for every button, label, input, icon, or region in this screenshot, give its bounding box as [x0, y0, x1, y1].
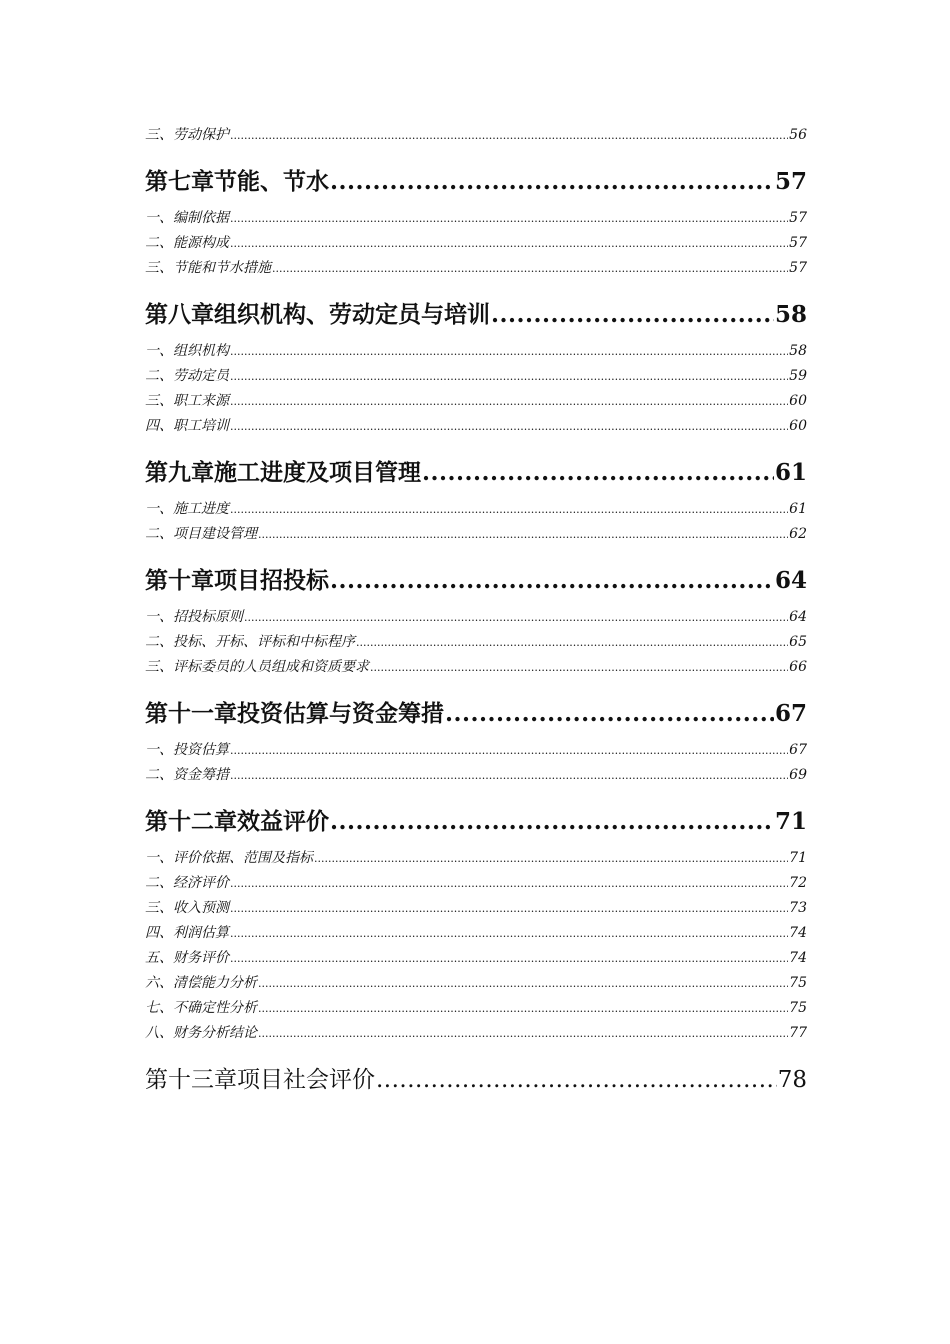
toc-entry[interactable] — [145, 655, 807, 680]
dot-leader — [230, 206, 788, 231]
toc-chapter-title: 第八章组织机构、劳动定员与培训 — [145, 301, 490, 328]
toc-page-number: 60 — [789, 418, 807, 434]
toc-page-number: 66 — [789, 659, 807, 675]
toc-entry[interactable] — [145, 1021, 807, 1046]
toc-chapter-title: 第十章项目招投标 — [145, 567, 329, 594]
toc-chapter[interactable] — [145, 561, 807, 601]
toc-entry[interactable] — [145, 497, 807, 522]
toc-chapter[interactable] — [145, 694, 807, 734]
dot-leader — [330, 802, 774, 842]
toc-entry-title: 四、职工培训 — [145, 418, 229, 434]
toc-entry[interactable] — [145, 996, 807, 1021]
toc-page-number: 57 — [789, 235, 807, 251]
dot-leader — [230, 231, 788, 256]
dot-leader — [230, 946, 788, 971]
toc-page-number: 60 — [789, 393, 807, 409]
dot-leader — [230, 339, 788, 364]
toc-page-number: 71 — [774, 808, 807, 835]
toc-entry-title: 三、职工来源 — [145, 393, 229, 409]
toc-page-number: 71 — [789, 850, 807, 866]
toc-entry-title: 三、收入预测 — [145, 900, 229, 916]
toc-entry[interactable] — [145, 605, 807, 630]
dot-leader — [445, 694, 774, 734]
toc-page-number: 73 — [789, 900, 807, 916]
toc-entry-title: 三、劳动保护 — [145, 127, 229, 143]
dot-leader — [230, 364, 788, 389]
toc-page-number: 74 — [789, 950, 807, 966]
dot-leader — [230, 497, 788, 522]
dot-leader — [356, 630, 788, 655]
toc-chapter[interactable] — [145, 295, 807, 335]
toc-chapter-title: 第十一章投资估算与资金筹措 — [145, 700, 444, 727]
toc-page-number: 58 — [789, 343, 807, 359]
toc-entry[interactable] — [145, 206, 807, 231]
toc-page-number: 75 — [789, 1000, 807, 1016]
toc-page-number: 75 — [789, 975, 807, 991]
toc-entry-title: 一、组织机构 — [145, 343, 229, 359]
toc-entry-title: 四、利润估算 — [145, 925, 229, 941]
dot-leader — [330, 561, 774, 601]
toc-chapter-title: 第七章节能、节水 — [145, 168, 329, 195]
toc-entry[interactable] — [145, 123, 807, 148]
toc-entry[interactable] — [145, 256, 807, 281]
toc-page-number: 56 — [789, 127, 807, 143]
toc-entry-title: 六、清偿能力分析 — [145, 975, 257, 991]
toc-entry-title: 二、劳动定员 — [145, 368, 229, 384]
toc-chapter[interactable] — [145, 162, 807, 202]
dot-leader — [272, 256, 788, 281]
dot-leader — [230, 389, 788, 414]
dot-leader — [244, 605, 788, 630]
toc-entry-title: 二、经济评价 — [145, 875, 229, 891]
toc-page-number: 77 — [789, 1025, 807, 1041]
dot-leader — [370, 655, 788, 680]
toc-page-number: 57 — [789, 210, 807, 226]
toc-chapter[interactable] — [145, 802, 807, 842]
toc-entry[interactable] — [145, 921, 807, 946]
toc-page-number: 74 — [789, 925, 807, 941]
toc-entry[interactable] — [145, 522, 807, 547]
toc-entry[interactable] — [145, 414, 807, 439]
toc-entry[interactable] — [145, 738, 807, 763]
toc-chapter[interactable] — [145, 1060, 807, 1100]
toc-page-number: 62 — [789, 526, 807, 542]
toc-entry-title: 八、财务分析结论 — [145, 1025, 257, 1041]
dot-leader — [230, 871, 788, 896]
dot-leader — [491, 295, 774, 335]
toc-entry-title: 五、财务评价 — [145, 950, 229, 966]
toc-page-number: 59 — [789, 368, 807, 384]
toc-entry[interactable] — [145, 630, 807, 655]
dot-leader — [258, 971, 788, 996]
dot-leader — [230, 414, 788, 439]
toc-page-number: 57 — [774, 168, 807, 195]
toc-page-number: 57 — [789, 260, 807, 276]
dot-leader — [314, 846, 788, 871]
dot-leader — [230, 763, 788, 788]
toc-entry[interactable] — [145, 896, 807, 921]
toc-page-number: 65 — [789, 634, 807, 650]
toc-entry[interactable] — [145, 946, 807, 971]
toc-entry-title: 三、评标委员的人员组成和资质要求 — [145, 659, 369, 675]
dot-leader — [258, 522, 788, 547]
toc-page-number: 72 — [789, 875, 807, 891]
toc-entry-title: 一、施工进度 — [145, 501, 229, 517]
dot-leader — [376, 1060, 777, 1100]
toc-chapter-title: 第十三章项目社会评价 — [145, 1067, 375, 1093]
dot-leader — [230, 123, 788, 148]
toc-page-number: 61 — [774, 459, 807, 486]
toc-page-number: 67 — [789, 742, 807, 758]
toc-entry[interactable] — [145, 871, 807, 896]
toc-entry-title: 二、项目建设管理 — [145, 526, 257, 542]
toc-page-number: 64 — [789, 609, 807, 625]
toc-chapter-title: 第十二章效益评价 — [145, 808, 329, 835]
toc-entry[interactable] — [145, 846, 807, 871]
toc-entry-title: 二、资金筹措 — [145, 767, 229, 783]
toc-page-number: 64 — [774, 567, 807, 594]
toc-page-number: 58 — [774, 301, 807, 328]
table-of-contents — [145, 123, 807, 1104]
toc-entry-title: 二、能源构成 — [145, 235, 229, 251]
toc-page-number: 69 — [789, 767, 807, 783]
toc-entry[interactable] — [145, 364, 807, 389]
toc-entry[interactable] — [145, 763, 807, 788]
toc-page-number: 78 — [777, 1067, 807, 1093]
toc-entry[interactable] — [145, 339, 807, 364]
dot-leader — [230, 921, 788, 946]
toc-entry[interactable] — [145, 971, 807, 996]
toc-entry-title: 七、不确定性分析 — [145, 1000, 257, 1016]
toc-page-number: 61 — [789, 501, 807, 517]
toc-entry-title: 一、招投标原则 — [145, 609, 243, 625]
toc-entry-title: 三、节能和节水措施 — [145, 260, 271, 276]
toc-chapter-title: 第九章施工进度及项目管理 — [145, 459, 421, 486]
dot-leader — [230, 738, 788, 763]
toc-entry-title: 一、评价依据、范围及指标 — [145, 850, 313, 866]
toc-entry-title: 一、编制依据 — [145, 210, 229, 226]
toc-entry-title: 一、投资估算 — [145, 742, 229, 758]
toc-chapter[interactable] — [145, 453, 807, 493]
dot-leader — [258, 996, 788, 1021]
toc-entry[interactable] — [145, 231, 807, 256]
dot-leader — [230, 896, 788, 921]
toc-entry[interactable] — [145, 389, 807, 414]
dot-leader — [258, 1021, 788, 1046]
toc-page-number: 67 — [774, 700, 807, 727]
dot-leader — [330, 162, 774, 202]
dot-leader — [422, 453, 774, 493]
toc-entry-title: 二、投标、开标、评标和中标程序 — [145, 634, 355, 650]
